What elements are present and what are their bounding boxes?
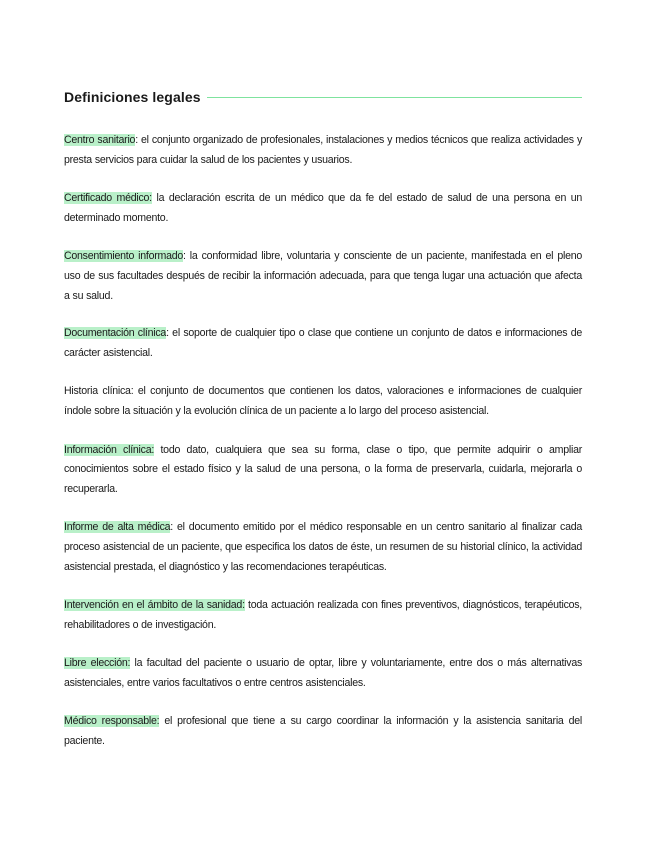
definition-item <box>64 654 582 693</box>
definition-text: : la conformidad libre, voluntaria y consciente de un paciente, manifestada en el pleno uso de sus facultades después de recibir la información adecuada, para que tenga lugar una actuación que afecta a su salud. <box>64 250 583 302</box>
document-page <box>64 86 582 771</box>
section-title: Definiciones legales <box>64 89 201 105</box>
definition-item <box>64 441 582 500</box>
definition-term: Intervención en el ámbito de la sanidad: <box>64 599 245 612</box>
definition-text: el profesional que tiene a su cargo coordinar la información y la asistencia sanitaria del paciente. <box>64 715 582 748</box>
definition-term: Certificado médico: <box>64 192 152 205</box>
section-header <box>64 86 582 108</box>
definition-item <box>64 518 582 577</box>
definition-item <box>64 131 582 170</box>
definition-text: la facultad del paciente o usuario de optar, libre y voluntariamente, entre dos o más alternativas asistenciales, entre varios facultativos o entre centros asistenciales. <box>64 657 583 689</box>
heading-divider <box>207 97 582 98</box>
definition-term: Médico responsable: <box>64 715 160 728</box>
definition-item <box>64 189 582 228</box>
definition-text: toda actuación realizada con fines preventivos, diagnósticos, terapéuticos, rehabilitadores o de investigación. <box>64 599 583 631</box>
definition-text: : el conjunto organizado de profesionales, instalaciones y medios técnicos que realiza actividades y presta servicios para cuidar la salud de los pacientes y usuarios. <box>64 134 583 166</box>
definition-item <box>64 324 582 363</box>
definition-term: Información clínica: <box>64 443 155 456</box>
definition-term: Consentimiento informado <box>64 250 184 263</box>
definition-term: Documentación clínica <box>64 327 167 340</box>
definition-item <box>64 247 582 306</box>
definition-item <box>64 596 582 635</box>
definition-term: Centro sanitario <box>64 134 136 146</box>
definition-text: todo dato, cualquiera que sea su forma, clase o tipo, que permite adquirir o ampliar conocimientos sobre el estado físico y la salud de una persona, o la forma de preservarla, cuidarla, mejorarla o recuperarla. <box>64 443 582 495</box>
definition-text: : el conjunto de documentos que contienen los datos, valoraciones e informaciones de cualquier índole sobre la situación y la evolución clínica de un paciente a lo largo del proceso asistencial. <box>64 385 582 417</box>
definition-term: Informe de alta médica <box>64 521 171 534</box>
definition-term: Libre elección: <box>64 657 131 670</box>
definition-item <box>64 712 582 751</box>
definition-text: la declaración escrita de un médico que da fe del estado de salud de una persona en un determinado momento. <box>64 192 582 224</box>
definition-term: Historia clínica <box>64 385 131 398</box>
definition-text: : el documento emitido por el médico responsable en un centro sanitario al finalizar cada proceso asistencial de un paciente, que especifica los datos de éste, un resumen de su historial clínico, la actividad asistencial prestada, el diagnóstico y las recomendaciones terapéuticas. <box>64 521 582 573</box>
definition-item <box>64 382 582 421</box>
definition-text: : el soporte de cualquier tipo o clase que contiene un conjunto de datos e informaciones de carácter asistencial. <box>64 327 582 359</box>
